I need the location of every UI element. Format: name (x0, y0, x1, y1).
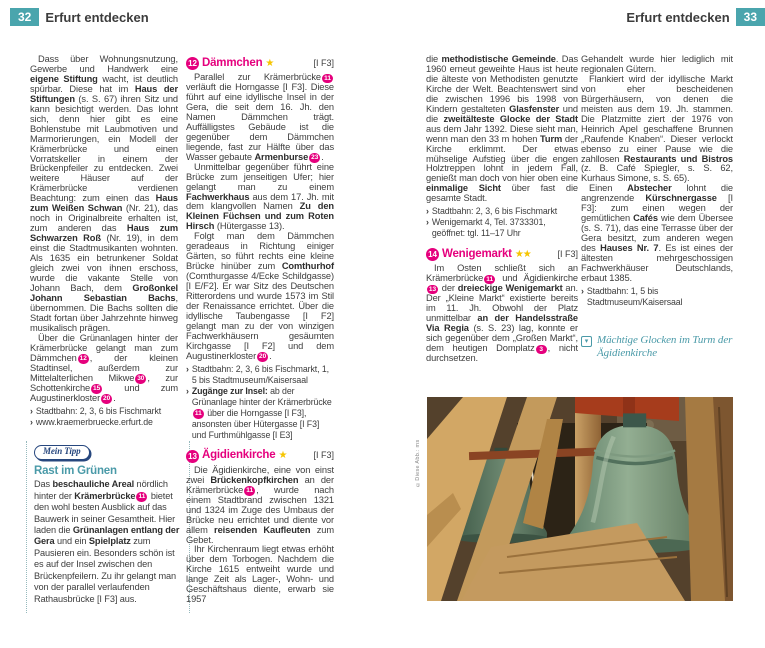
photo-credit: ©Diese Abb.: ms (415, 439, 421, 487)
bold-text: dreieckige Wenigemarkt (457, 283, 563, 294)
bells-photo (427, 397, 733, 601)
paragraph: Parallel zur Krämerbrücke 11 verläuft die Horngasse [I F3]. Diese führt auf eine idyllische Insel in der Gera, die seit dem 16. Jh. den Namen Dämmchen trägt. Auffälligstes Gebäude ist die gegenüber dem Dämmchen liegende, fast zur Hälfte über das Wasser gebaute Armenburse 23 . (186, 72, 334, 162)
info-bullet (426, 206, 578, 217)
bold-text: Comthurhof (281, 261, 334, 272)
bullet-text: Stadtbahn: 2, 3, 6 bis Fischmarkt (35, 405, 162, 416)
bold-text: Haus zum Weißen Schwan (30, 193, 178, 214)
bullet-text: Stadtbahn: 2, 3, 6 bis Fischmarkt, 1, 5 bis Stadtmuseum/Kaisersaal (191, 363, 329, 385)
column-4 (581, 55, 733, 361)
paragraph: die methodistische Gemeinde. Das 1960 erneut geweihte Haus ist heute die älteste von Methodisten genutzte Kirche der Welt. Beachtenswert sind die zwischen 1996 bis 1998 von Kindern gestalteten Glasfenster und die zweitälteste Glocke der Stadt aus dem Jahr 1392. Diese sieht man, wenn man den 33 m hohen Turm der Kirche erklimmt. Der etwas mühselige Aufstieg über die engen Holztreppen lohnt in jedem Fall, genießt man doch von hier oben eine einmalige Sicht über fast die gesamte Stadt. (426, 54, 579, 204)
mein-tipp-badge: Mein Tipp (34, 445, 90, 460)
bold-text: Cafés (633, 213, 658, 224)
paragraph: Einen Abstecher lohnt die angrenzende Kürschnergasse [I F3]: zum einen wegen der gemütlichen Cafés wie dem Übersee (s. S. 71), das eine Terrasse über der Gera besitzt, zum anderen wegen des Hauses Nr. 7. Es ist eines der ältesten mehrgeschossigen Fachwerkhäuser Deutschlands, erbaut 1385. (581, 183, 734, 283)
sight-number-badge: 20 (103, 395, 111, 403)
paragraph: Ihr Kirchenraum liegt etwas erhöht über dem Torbogen. Nachdem die Kirche 1615 entweiht wurde und lange Zeit als Lager-, Wohn- und Geschäftshaus diente, erwarb sie 1957 (186, 544, 334, 605)
bullet-text: Wenigemarkt 4, Tel. 3733301, geöffnet: tgl. 11–17 Uhr (431, 217, 546, 239)
header-right (626, 8, 765, 26)
sight-number-badge: 14 (426, 248, 439, 261)
tip-body: Das beschauliche Areal nördlich hinter der Krämerbrücke 11 bietet den wohl besten Ausblick auf das Bauwerk in seiner Gesamtheit. Hier laden die Grünanlagen entlang der Gera und ein Spielplatz zum Pausieren ein. Besonders schön ist es auf der Insel zwischen den Brückenpfeilern. Zu ihr gelangt man von der parallel verlaufenden Rathausbrücke [I F3] aus. (34, 479, 180, 604)
paragraph: Die Ägidienkirche, eine von einst zwei Brückenkopfkirchen an der Krämerbrücke 11 , wurde nach einem Stadtbrand zwischen 1321 und 1324 im Zuge des Umbaus der Brücke neu errichtet und diente vor allem reisenden Kaufleuten zum Gebet. (186, 464, 335, 545)
section-title: Ägidienkirche (202, 449, 276, 462)
bold-text: Großonkel Johann Sebastian Bachs (30, 282, 178, 303)
paragraph: Über die Grünanlagen hinter der Krämerbrücke gelangt man zum Dämmchen 12 , der kleinen Stadtinsel, außerdem zur Mittelalterlichen Mikwe 30 , zur Schottenkirche 15 und zum Augustinerkloster 20 . (30, 332, 178, 403)
sight-number-badge: 11 (484, 275, 495, 285)
sight-number-badge: 11 (244, 486, 255, 496)
info-bullet (581, 286, 733, 308)
tip-title: Rast im Grünen (34, 464, 117, 477)
header-left (10, 8, 149, 26)
bullet-arrow-icon: › (426, 217, 429, 228)
map-grid-reference: [I F3] (313, 57, 334, 68)
bold-text: Glasfenster (509, 103, 560, 114)
sight-number-badge: 30 (137, 375, 145, 383)
sight-number-badge: 12 (79, 355, 87, 363)
sight-number-badge: 23 (311, 154, 319, 162)
sight-number-badge: 12 (186, 57, 199, 70)
section-heading (186, 57, 334, 70)
bold-text: Krämerbrücke (74, 490, 136, 501)
info-bullets (581, 286, 733, 308)
sight-number-badge: 11 (193, 409, 204, 419)
page-number-right: 33 (736, 8, 765, 26)
tip-badge-wrap (34, 445, 184, 460)
info-bullet (186, 364, 334, 386)
bold-text: eigene Stiftung (30, 73, 98, 84)
bold-text: Zugänge zur Insel: (191, 385, 268, 396)
bullet-text: www.kraemerbruecke.erfurt.de (35, 416, 153, 427)
bullet-arrow-icon: › (30, 416, 33, 427)
tip-box (26, 441, 190, 613)
paragraph: Gehandelt wurde hier lediglich mit regionalen Gütern. (581, 54, 733, 74)
sight-number-badge: 3 (536, 345, 547, 355)
bullet-arrow-icon: › (186, 385, 189, 396)
bullet-text: Zugänge zur Insel: ab der Grünanlage hinter der Krämerbrücke11 über die Horngasse [I F3], ansonsten über Hütergasse [I F3] und Furthmühlgasse [I E3] (191, 385, 332, 440)
section-title: Wenigemarkt (442, 247, 512, 260)
info-bullet (30, 406, 178, 417)
page-number-left: 32 (10, 8, 39, 26)
bold-text: Restaurants und Bistros (623, 153, 733, 164)
column-2 (186, 55, 334, 605)
bold-text: Haus zum Schwarzen Roß (30, 223, 178, 244)
section-heading (186, 450, 334, 463)
sight-number-badge: 20 (259, 353, 267, 361)
header-title-right: Erfurt entdecken (626, 9, 730, 25)
paragraph: Unmittelbar gegenüber führt eine Brücke zum jenseitigen Ufer; hier gelangt man zu einem Fachwerkhaus aus dem 17. Jh. mit dem klangvollen Namen Zu den Kleinen Füchsen und zum Roten Hirsch (Hütergasse 13). (186, 161, 334, 232)
star-rating-icon: ★★ (514, 248, 531, 260)
bold-text: Haus der Stiftungen (30, 83, 178, 104)
bold-text: reisenden Kaufleuten (214, 524, 311, 535)
star-rating-icon: ★ (265, 57, 274, 69)
info-bullets (30, 406, 178, 428)
sight-number-badge: 13 (428, 285, 437, 293)
sight-number-badge: 13 (186, 450, 199, 463)
bold-text: einmalige Sicht (426, 183, 501, 194)
bold-text: methodistische Gemeinde (441, 54, 556, 64)
info-bullet (30, 417, 178, 428)
info-bullet (186, 386, 334, 441)
star-rating-icon: ★ (278, 450, 287, 462)
paragraph: Dass über Wohnungsnutzung, Gewerbe und Handwerk eine eigene Stiftung wacht, ist deutlich spürbar. Diese hat im Haus der Stiftungen (s. S. 67) ihren Sitz und kann besichtigt werden. Das lohnt sich, denn hier gibt es eine Bohlenstube mit Laubmotiven und Marmorierungen, ein Modell der Krämerbrücke und einen Vorratskeller in einem der Brückenpfeiler zu entdecken. Zwei weitere Häuser auf der Krämerbrücke verdienen Beachtung: zum einen das Haus zum Weißen Schwan (Nr. 21), das noch in Originalbreite erhalten ist, zum anderen das Haus zum Schwarzen Roß (Nr. 19), in dem einst die Stadtmusikanten wohnten. Als 1635 ein betrunkener Soldat gleich zwei von ihnen erschoss, wurde die vakante Stelle von Johann Bach, dem Großonkel Johann Sebastian Bachs, übernommen. Die Bachs sollten die Stadt fortan über Jahrzehnte hinweg musikalisch prägen. (30, 54, 178, 333)
bold-text: Fachwerkhaus (186, 191, 250, 202)
info-bullets (426, 206, 578, 239)
bullet-text: Stadtbahn: 1, 5 bis Stadtmuseum/Kaisersaal (586, 285, 683, 307)
sight-number-badge: 11 (136, 492, 147, 502)
bullet-arrow-icon: › (426, 206, 429, 217)
bullet-arrow-icon: › (30, 405, 33, 416)
photo-caption (581, 334, 733, 361)
photo-caption-text: Mächtige Glocken im Turm der Ägidienkirche (597, 333, 733, 360)
bullet-text: Stadtbahn: 2, 3, 6 bis Fischmarkt (431, 206, 558, 217)
info-bullets (186, 364, 334, 441)
bold-text: Grünanlagen entlang der Gera (34, 525, 180, 547)
map-grid-reference: [I F3] (313, 450, 334, 461)
bullet-arrow-icon: › (186, 363, 189, 374)
bold-text: Brückenkopfkirchen (210, 474, 299, 485)
sight-number-badge: 15 (92, 385, 101, 393)
header-title-left: Erfurt entdecken (45, 9, 149, 25)
sight-number-badge: 11 (322, 74, 333, 84)
paragraph: Folgt man dem Dämmchen geradeaus in Richtung einiger Gärten, so führt rechts eine kleine Brücke hinüber zum Comthurhof (Comthurgasse 4/Ecke Schildgasse) [I E/F2]. Er war Sitz des Deutschen Ritterordens und wurde 1573 im Stil der Renaissance errichtet. Über die idyllische Taubengasse [I F2] gelangt man zu der von winzigen Fachwerkhäusern gesäumten Kirchgasse [I F2] und dem Augustinerkloster 20 . (186, 231, 334, 361)
bold-text: Abstecher (627, 183, 672, 194)
bold-text: an der Handelsstraße Via Regia (426, 313, 579, 334)
bold-text: Armenburse (254, 151, 309, 162)
caption-marker-icon: ▾ (581, 336, 592, 347)
info-bullet (426, 217, 578, 239)
map-grid-reference: [I F3] (557, 248, 578, 259)
bells-illustration (427, 397, 733, 601)
bold-text: zweitälteste Glocke der Stadt (443, 113, 579, 124)
paragraph: Im Osten schließt sich an Krämerbrücke 11 und Ägidienkirche13 der dreieckige Wenigemarkt an. Der „Kleine Markt“ existierte bereits im 11. Jh. Obwohl der Platz unmittelbar an der Handelsstraße Via Regia (s. S. 23) lag, konnte er sich gegenüber dem „Großen Markt“, dem heutigen Domplatz 3 , nicht durchsetzen. (426, 263, 579, 364)
bold-text: Kürschnergasse (645, 193, 717, 204)
section-title: Dämmchen (202, 56, 263, 69)
section-heading (426, 248, 578, 261)
column-1 (30, 55, 178, 613)
bold-text: Spielplatz (88, 536, 131, 547)
bold-text: beschauliche Areal (52, 479, 135, 490)
bullet-arrow-icon: › (581, 285, 584, 296)
paragraph: Flankiert wird der idyllische Markt von eher bescheidenen Bürgerhäusern, von denen die meisten aus dem 19. Jh. stammen. Die Platzmitte ziert der 1976 von Heinrich Apel geschaffene Brunnen „Raufende Knaben“. Dieser verlockt ebenso zu einer Pause wie die zahllosen Restaurants und Bistros (z. B. Café Spiegler, s. S. 62, Kurhaus Simone, s. S. 65). (581, 73, 733, 184)
column-3 (426, 55, 578, 364)
bold-text: Hauses Nr. 7 (600, 243, 659, 254)
bold-text: Turm (540, 133, 563, 144)
bold-text: Zu den Kleinen Füchsen und zum Roten Hirsch (186, 201, 334, 232)
